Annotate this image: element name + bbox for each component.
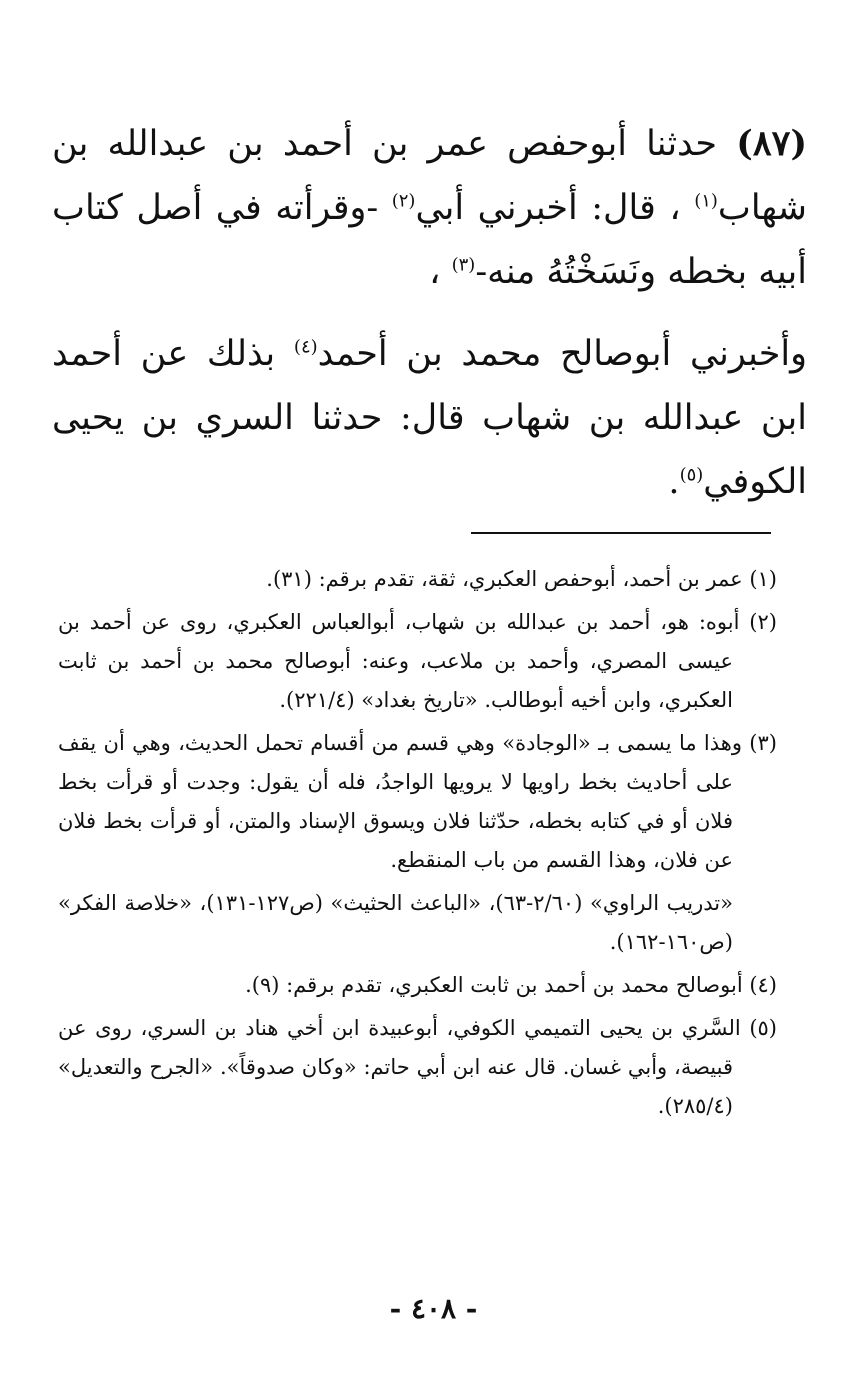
page-number: - ٤٠٨ - <box>389 1292 478 1325</box>
footnote-ref-4: (٤) <box>293 336 318 358</box>
footnote-ref-5: (٥) <box>679 464 704 486</box>
paragraph2-text-b: بذلك عن أحمد ابن عبدالله بن شهاب قال: حدثنا السري بن يحيى الكوفي <box>52 334 807 502</box>
paragraph2-text-a: وأخبرني أبوصالح محمد بن أحمد <box>317 334 807 374</box>
footnote-ref-1: (١) <box>694 190 718 212</box>
footnote-3: (٣) وهذا ما يسمى بـ «الوجادة» وهي قسم من أقسام تحمل الحديث، وهي أن يقف على أحاديث بخط راويها لا يرويها الواجدُ، فله أن يقول: وجدت أو قرأت بخط فلان أو في كتابه بخطه، حدّثنا فلان ويسوق الإسناد والمتن، أو قرأت بخط فلان عن فلان، وهذا القسم من باب المنقطع. <box>58 731 777 872</box>
footnotes <box>58 560 777 1130</box>
main-text <box>52 112 807 532</box>
hadith-paragraph-87 <box>52 112 807 304</box>
chain-paragraph <box>52 322 807 514</box>
footnote-2: (٢) أبوه: هو، أحمد بن عبدالله بن شهاب، أبوالعباس العكبري، روى عن أحمد بن عيسى المصري، وأحمد بن ملاعب، وعنه: أبوصالح محمد بن أحمد بن ثابت العكبري، وابن أخيه أبوطالب. «تاريخ بغداد» (٢٢١/٤). <box>58 610 777 712</box>
footnote-4: (٤) أبوصالح محمد بن أحمد بن ثابت العكبري، تقدم برقم: (٩). <box>245 973 777 997</box>
paragraph1-text-a: حدثنا أبوحفص عمر بن أحمد بن عبدالله بن شهاب <box>52 124 807 228</box>
footnote-5: (٥) السَّري بن يحيى التميمي الكوفي، أبوعبيدة ابن أخي هناد بن السري، روى عن قبيصة، وأبي غسان. قال عنه ابن أبي حاتم: «وكان صدوقاً». «الجرح والتعديل» (٢٨٥/٤). <box>58 1016 777 1118</box>
footnote-3-references: «تدريب الراوي» (٢/٦٠-٦٣)، «الباعث الحثيث» (ص١٢٧-١٣١)، «خلاصة الفكر» (ص١٦٠-١٦٢). <box>58 891 733 954</box>
paragraph1-text-b: ، قال: أخبرني أبي <box>415 188 681 228</box>
paragraph1-text-c: -وقرأته في أصل كتاب أبيه بخطه ونَسَخْتُهُ منه- <box>52 188 807 292</box>
footnote-separator <box>471 532 771 534</box>
hadith-number: (٨٧) <box>736 123 807 164</box>
footnote-ref-3: (٣) <box>451 254 476 276</box>
footnote-ref-2: (٢) <box>391 190 416 212</box>
footnote-1: (١) عمر بن أحمد، أبوحفص العكبري، ثقة، تقدم برقم: (٣١). <box>266 567 777 591</box>
paragraph1-text-d: ، <box>429 252 441 292</box>
paragraph2-text-c: . <box>668 462 680 502</box>
